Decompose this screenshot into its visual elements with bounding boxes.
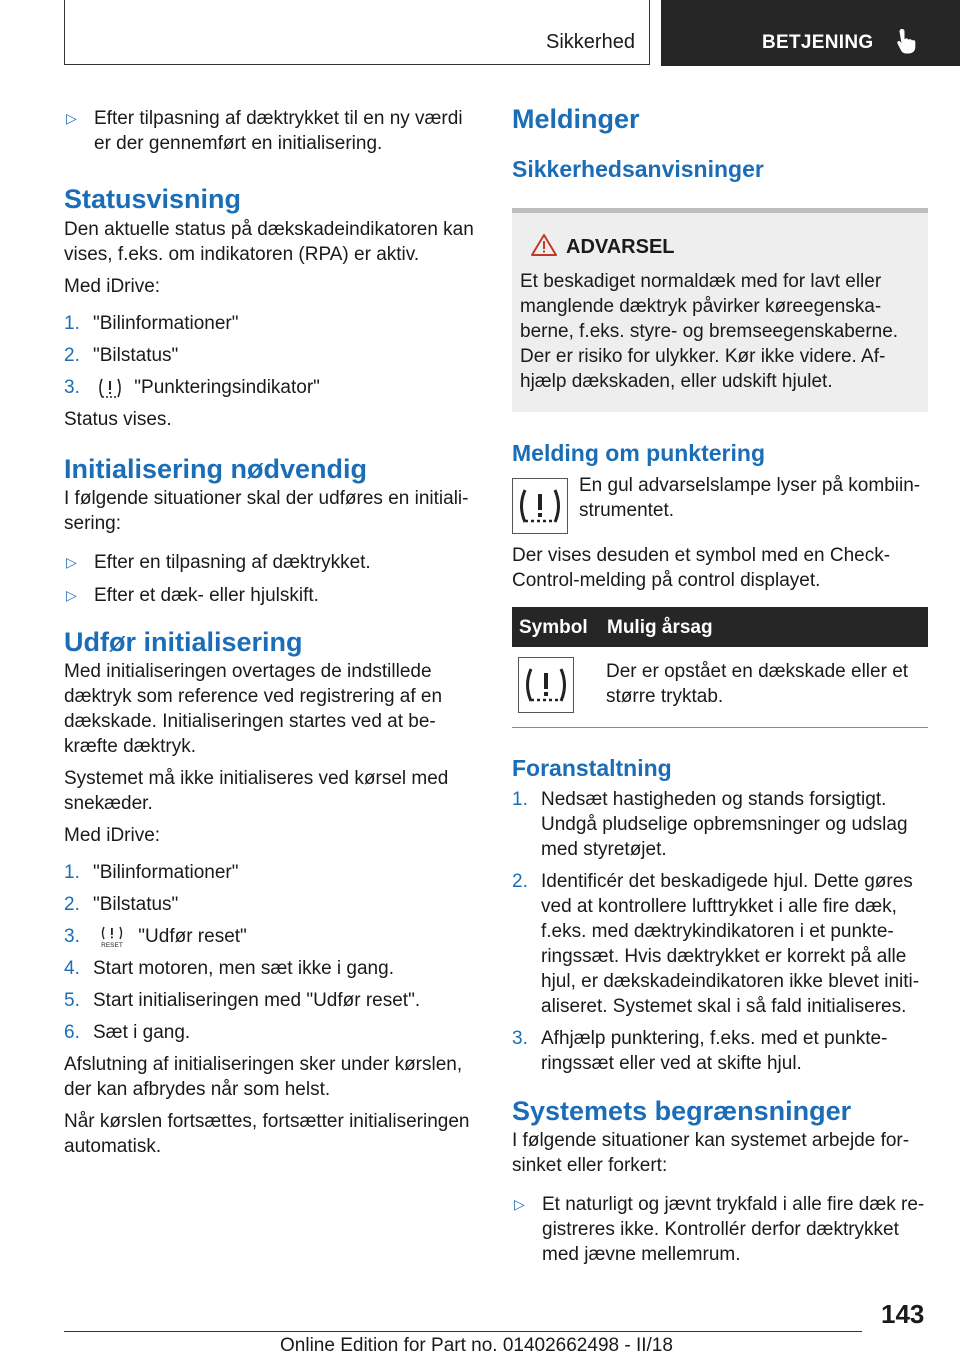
list-item: [64, 956, 480, 981]
heading-sikkerhedsanvisninger: Sikkerhedsanvisninger: [512, 156, 764, 182]
heading-meldinger: Meldinger: [512, 104, 640, 134]
list-item: [64, 892, 480, 917]
bullet-text: Et naturligt og jævnt trykfald i alle fire dæk re-gistreres ikke. Kontrollér derfor dæktrykket med jævne mellemrum.: [542, 1194, 925, 1265]
bullet-text: Efter en tilpasning af dæktrykket.: [94, 552, 371, 573]
bullet-triangle-icon: ▷: [514, 1196, 525, 1212]
step-number: 2.: [64, 894, 80, 915]
step-number: 1.: [64, 313, 80, 334]
step-number: 1.: [512, 789, 528, 810]
step-number: 2.: [512, 871, 528, 892]
tire-warning-icon: [523, 666, 569, 704]
puncture-lamp-row: [512, 473, 928, 535]
list-item: [64, 550, 480, 575]
list-item: [64, 924, 480, 949]
tire-warning-icon: [97, 377, 123, 399]
tire-reset-icon: [97, 926, 127, 948]
table-row: [512, 647, 928, 728]
tire-warning-icon: [517, 487, 563, 525]
bullet-text: Efter et dæk- eller hjulskift.: [94, 585, 319, 606]
step-text: "Bilinformationer": [93, 862, 239, 883]
step-text: "Udfør reset": [138, 926, 247, 947]
step-text: Start motoren, men sæt ikke i gang.: [93, 958, 394, 979]
paragraph: I følgende situationer skal der udføres en initiali-sering:: [64, 488, 469, 534]
bullet-triangle-icon: ▷: [66, 110, 77, 126]
list-item: [64, 311, 480, 336]
warning-heading-text: ADVARSEL: [566, 236, 675, 258]
step-text: Afhjælp punktering, f.eks. med et punkte-ringssæt eller ved at skifte hjul.: [541, 1028, 888, 1074]
heading-statusvisning: Statusvisning: [64, 184, 242, 214]
heading-foranstaltning: Foranstaltning: [512, 755, 672, 781]
step-number: 2.: [64, 345, 80, 366]
left-column: [64, 96, 480, 1166]
step-number: 3.: [64, 926, 80, 947]
list-item: [512, 1026, 928, 1076]
step-text: "Bilstatus": [93, 345, 179, 366]
paragraph: Systemet må ikke initialiseres ved kørsel med snekæder.: [64, 768, 449, 814]
list-item: [512, 787, 928, 862]
right-column: [512, 96, 928, 1275]
step-number: 5.: [64, 990, 80, 1011]
tire-warning-symbol-box: [518, 657, 574, 713]
table-header-cause: Mulig årsag: [600, 607, 928, 647]
header-chapter-label: BETJENING: [762, 32, 874, 53]
list-item: [64, 1020, 480, 1045]
paragraph: Den aktuelle status på dækskadeindikatoren kan vises, f.eks. om indikatoren (RPA) er aktiv.: [64, 219, 474, 265]
list-item: [512, 1192, 928, 1267]
bullet-triangle-icon: ▷: [66, 587, 77, 603]
step-text: "Punkteringsindikator": [134, 377, 320, 398]
symbol-table: [512, 607, 928, 728]
header-chapter-tab: [661, 0, 960, 66]
step-number: 1.: [64, 862, 80, 883]
step-text: Nedsæt hastigheden og stands forsigtigt. Undgå pludselige opbremsninger og udslag med styretøjet.: [541, 789, 908, 860]
paragraph: I følgende situationer kan systemet arbejde for-sinket eller forkert:: [512, 1130, 910, 1176]
heading-systemets-begraensninger: Systemets begrænsninger: [512, 1096, 852, 1126]
warning-triangle-icon: [530, 233, 558, 257]
paragraph: Der vises desuden et symbol med en Check-Control-melding på control displayet.: [512, 545, 891, 591]
heading-melding-om-punktering: Melding om punktering: [512, 440, 765, 466]
step-text: Start initialiseringen med "Udfør reset".: [93, 990, 421, 1011]
list-item: [512, 869, 928, 1019]
page-number: 143: [881, 1299, 925, 1329]
paragraph: Status vises.: [64, 409, 172, 430]
step-number: 4.: [64, 958, 80, 979]
heading-udfoer-initialisering: Udfør initialisering: [64, 627, 303, 657]
page-header: [0, 0, 960, 66]
step-number: 3.: [512, 1028, 528, 1049]
warning-text: Et beskadiget normaldæk med for lavt eller manglende dæktryk påvirker køreegenska-berne, f.eks. styre- og bremseegenskaberne. Der er risiko for ulykker. Kør ikke videre. Af-hjælp dækskaden, eller udskift hjulet.: [520, 271, 899, 392]
step-text: "Bilinformationer": [93, 313, 239, 334]
table-header-row: [512, 607, 928, 647]
svg-text:RESET: RESET: [101, 941, 123, 948]
paragraph: Med initialiseringen overtages de indstillede dæktryk som reference ved registrering af en dækskade. Initialiseringen startes ved at be-kræfte dæktryk.: [64, 661, 443, 757]
paragraph: Afslutning af initialiseringen sker under kørslen, der kan afbrydes når som helst.: [64, 1054, 463, 1100]
lamp-text: En gul advarselslampe lyser på kombiin-strumentet.: [579, 475, 921, 521]
list-item: [64, 988, 480, 1013]
tire-warning-symbol-box: [512, 478, 568, 534]
step-text: Sæt i gang.: [93, 1022, 191, 1043]
list-item: [64, 583, 480, 608]
warning-box: [512, 208, 928, 412]
bullet-triangle-icon: ▷: [66, 554, 77, 570]
table-cell-symbol: [512, 647, 600, 728]
step-text: "Bilstatus": [93, 894, 179, 915]
warning-heading: [520, 235, 920, 260]
bullet-text: Efter tilpasning af dæktrykket til en ny værdi er der gennemført en initialisering.: [94, 108, 463, 154]
table-header-symbol: Symbol: [512, 607, 600, 647]
paragraph: Med iDrive:: [64, 276, 161, 297]
list-item: [64, 106, 480, 156]
footer-edition: Online Edition for Part no. 01402662498 - II/18: [280, 1335, 673, 1356]
step-text: Identificér det beskadigede hjul. Dette gøres ved at kontrollere lufttrykket i alle fire dæk, f.eks. med dæktrykindikatoren i et punkte-ringssæt. Hvis dæktrykket er korrekt på alle hjul, er dækskadeindikatoren ikke blevet initi-aliseret. Systemet skal i så fald initialiseres.: [541, 871, 920, 1017]
paragraph: Med iDrive:: [64, 825, 161, 846]
paragraph: Når kørslen fortsættes, fortsætter initialiseringen automatisk.: [64, 1111, 470, 1157]
list-item: [64, 343, 480, 368]
step-number: 3.: [64, 377, 80, 398]
heading-initialisering-noedvendig: Initialisering nødvendig: [64, 454, 368, 484]
list-item: [64, 375, 480, 400]
step-number: 6.: [64, 1022, 80, 1043]
header-section-label: Sikkerhed: [546, 31, 635, 53]
pointing-hand-icon: [895, 27, 919, 55]
table-cell-cause: Der er opstået en dækskade eller et større tryktab.: [600, 647, 928, 728]
list-item: [64, 860, 480, 885]
footer-divider: [64, 1331, 862, 1332]
